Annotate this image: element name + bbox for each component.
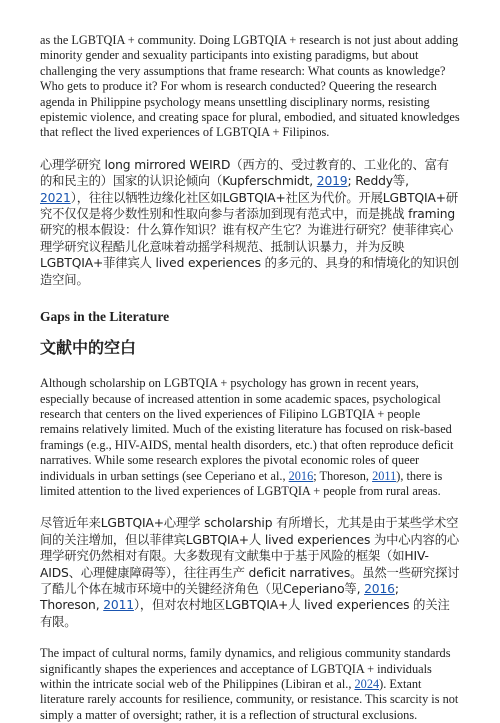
section-heading-zh: 文献中的空白	[40, 338, 137, 358]
text-segment: 心理学研究 long mirrored WEIRD（西方的、受过教育的、工业化的、富有的和民主的）国家的认识论倾向（Kupferschmidt,	[40, 157, 449, 189]
text-segment: Although scholarship on LGBTQIA + psychology has grown in recent years, especially because of increased attention in some academic spaces, psychological research that centers on the lived experiences of Filipino LGBTQIA + people remains relatively limited. Much of the existing literature has focused on risk-based framings (e.g., HIV-AIDS, mental health disorders, etc.) that often reproduce deficit narratives. While some research explores the pivotal economic roles of queer individuals in urban settings (see Ceperiano et al.,	[40, 376, 454, 483]
paragraph-intro-en: as the LGBTQIA + community. Doing LGBTQIA + research is not just about adding minority gender and sexuality participants into existing paradigms, but about challenging the very assumptions that frame research: What counts as knowledge? Who gets to produce it? For whom is research conducted? Queering the research agenda in Philippine psychology means unsettling disciplinary norms, resisting epistemic violence, and creating space for plural, embodied, and situated knowledges that reflect the lived experiences of LGBTQIA + Filipinos.	[40, 33, 460, 140]
text-segment: 尽管近年来LGBTQIA+心理学 scholarship 有所增长，尤其是由于某些学术空间的关注增加，但以菲律宾LGBTQIA+人 lived experiences 为中心内容的心理学研究仍然相对有限。大多数现有文献集中于基于风险的框架（如HIV-AIDS、心理健康障碍等），往往再生产 deficit narratives。虽然一些研究探讨了酷儿个体在城市环境中的关键经济角色（见Ceperiano等,	[40, 516, 460, 596]
paragraph-gaps-en	[40, 376, 460, 499]
text-segment: ; Reddy等,	[347, 174, 409, 189]
section-heading-en: Gaps in the Literature	[40, 309, 170, 325]
text-segment: ），但对农村地区LGBTQIA+人 lived experiences 的关注有限。	[40, 598, 450, 629]
paragraph-gaps-zh	[40, 515, 460, 630]
paragraph-intro-zh	[40, 157, 460, 288]
text-segment: ），往往以牺牲边缘化社区如LGBTQIA+社区为代价。开展LGBTQIA+研究不仅仅是将少数性别和性取向参与者添加到现有范式中，而是挑战 framing 研究的根本假设：什么算作知识？谁有权产生它？为谁进行研究？使菲律宾心理学研究议程酷儿化意味着动摇学科规范、抵制认识暴力，并为反映LGBTQIA+菲律宾人 lived experiences 的多元的、具身的和情境化的知识创造空间。	[40, 190, 460, 287]
text-segment: ; Thoreson,	[40, 581, 399, 613]
text-segment: ; Thoreson,	[313, 468, 373, 483]
citation-link-ceperiano-2016[interactable]: 2016	[288, 468, 314, 483]
citation-link-thoreson-2011[interactable]: 2011	[372, 468, 397, 483]
text-segment: ). Extant literature rarely accounts for resilience, community, or resistance. This scarcity is not simply a matter of oversight; rather, it is a reflection of structural exclusions.	[40, 677, 459, 722]
paragraph-norms-en	[40, 646, 460, 723]
text-segment: ), there is limited attention to the lived experiences of LGBTQIA + people from rural areas.	[40, 468, 443, 498]
citation-link-libiran-2024[interactable]: 2024	[354, 677, 380, 691]
text-segment: The impact of cultural norms, family dynamics, and religious community standards significantly shapes the experiences and acceptance of LGBTQIA + individuals within the intricate social web of the Philippines (Libiran et al.,	[40, 646, 451, 691]
citation-link-kupferschmidt-2019[interactable]: 2019	[316, 174, 348, 189]
citation-link-reddy-2021[interactable]: 2021	[40, 190, 71, 205]
citation-link-ceperiano-2016-zh[interactable]: 2016	[364, 581, 395, 596]
citation-link-thoreson-2011-zh[interactable]: 2011	[103, 598, 134, 613]
